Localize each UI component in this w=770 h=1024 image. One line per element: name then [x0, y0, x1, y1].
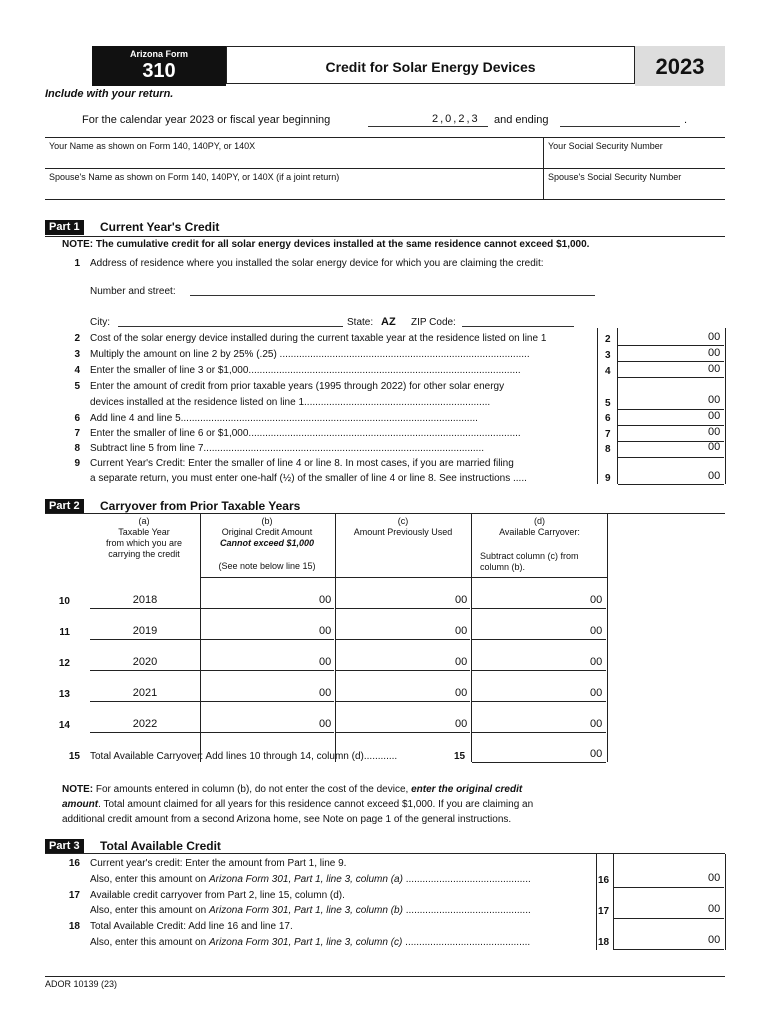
state-value: AZ: [381, 316, 396, 328]
line2-cents: 00: [708, 331, 721, 343]
line9-number: 9: [74, 458, 80, 469]
line4-text: Enter the smaller of line 3 or $1,000..................................................................................................: [90, 365, 521, 376]
col-a-line3: from which you are: [105, 538, 183, 548]
line9-box: 9: [605, 473, 611, 484]
line13-col-c[interactable]: [336, 685, 470, 702]
note-emphasis-1: enter the original credit: [411, 784, 523, 795]
line11-col-c-cents: 00: [455, 625, 468, 637]
zip-input[interactable]: [462, 316, 574, 327]
line15-box: 15: [454, 751, 466, 762]
city-input[interactable]: [118, 316, 343, 327]
part2-note: [62, 782, 622, 827]
line18-ref: Arizona Form 301, Part 1, line 3, column (c): [208, 937, 403, 948]
line12-col-b-cents: 00: [319, 656, 332, 668]
state-label: State:: [347, 317, 374, 328]
street-label: Number and street:: [90, 286, 176, 297]
begin-date-field[interactable]: [368, 114, 488, 127]
col-b-line4: (See note below line 15): [218, 561, 316, 571]
city-label: City:: [90, 317, 110, 328]
col-b-header: [200, 516, 334, 572]
period: .: [684, 114, 688, 126]
line11-col-b[interactable]: [201, 623, 334, 640]
spouse-name-field[interactable]: [45, 169, 542, 198]
line11-number: 11: [59, 627, 70, 638]
col-b-line1: (b): [261, 516, 273, 526]
line8-text: Subtract line 5 from line 7.....................................................................................................: [90, 443, 484, 454]
line8-number: 8: [74, 443, 80, 454]
line12-col-d-cents: 00: [590, 656, 603, 668]
part1-note: NOTE: The cumulative credit for all solar energy devices installed at the same residence cannot exceed $1,000.: [62, 239, 590, 250]
line2-text: Cost of the solar energy device installed during the current taxable year at the residence listed on line 1: [90, 333, 547, 344]
col-c-line2: Amount Previously Used: [353, 527, 453, 537]
col-d-line2: Available Carryover:: [499, 527, 580, 537]
begin-year: 2,0,2,3: [432, 113, 480, 125]
line5-number: 5: [74, 381, 80, 392]
part2-badge: Part 2: [45, 499, 84, 514]
line1-text: Address of residence where you installed the solar energy device for which you are claiming the credit:: [90, 258, 544, 269]
line4-box: 4: [605, 366, 611, 377]
line16-number: 16: [68, 858, 80, 869]
line18-number: 18: [68, 921, 80, 932]
line5-cents: 00: [708, 394, 721, 406]
line18-text-cont: [90, 937, 593, 948]
line17-text-cont: [90, 905, 593, 916]
line17-dots: .............................................: [402, 905, 531, 916]
ssn-field[interactable]: [544, 138, 724, 167]
line15-cents: 00: [590, 748, 603, 760]
line15-text: Total Available Carryover: Add lines 10 through 14, column (d)............: [90, 751, 398, 762]
line14-col-d-cents: 00: [590, 718, 603, 730]
footer-code: ADOR 10139 (23): [45, 979, 118, 989]
line12-year: 2020: [132, 656, 158, 668]
line9-cents: 00: [708, 470, 721, 482]
ssn-label: Your Social Security Number: [548, 141, 663, 151]
line7-cents: 00: [708, 426, 721, 438]
form-title: Credit for Solar Energy Devices: [325, 59, 536, 75]
spouse-ssn-field[interactable]: [544, 169, 724, 198]
line15-amount[interactable]: [472, 747, 606, 763]
spouse-name-label: Spouse's Name as shown on Form 140, 140PY, or 140X (if a joint return): [49, 172, 340, 182]
part3-title: Total Available Credit: [100, 839, 221, 853]
line10-col-c[interactable]: [336, 592, 470, 609]
line18-dots: .............................................: [402, 937, 531, 948]
line16-text: Current year's credit: Enter the amount from Part 1, line 9.: [90, 858, 347, 869]
line3-text: Multiply the amount on line 2 by 25% (.25) ..........................................................................................: [90, 349, 530, 360]
line16-cents: 00: [708, 872, 721, 884]
col-a-header: [90, 516, 198, 560]
note-emphasis-2: amount: [62, 799, 99, 810]
line16-ref: Arizona Form 301, Part 1, line 3, column (a): [208, 874, 403, 885]
line13-col-d-cents: 00: [590, 687, 603, 699]
line6-box: 6: [605, 413, 611, 424]
line2-box: 2: [605, 334, 611, 345]
line5-text: Enter the amount of credit from prior taxable years (1995 through 2022) for other solar energy: [90, 381, 505, 392]
name-field[interactable]: [45, 138, 542, 167]
line11-col-d-cents: 00: [590, 625, 603, 637]
note-text-2: . Total amount claimed for all years for this residence cannot exceed $1,000. If you are claiming an: [98, 799, 534, 810]
line14-col-b-cents: 00: [319, 718, 332, 730]
calendar-text: For the calendar year 2023 or fiscal year beginning: [82, 114, 331, 126]
line7-text: Enter the smaller of line 6 or $1,000..................................................................................................: [90, 428, 521, 439]
line10-year: 2018: [132, 594, 158, 606]
line15-number: 15: [68, 751, 80, 762]
note-text-3: additional credit amount from a second Arizona home, see Note on page 1 of the general instructions.: [62, 814, 512, 825]
line3-box: 3: [605, 350, 611, 361]
form-number-box: [92, 46, 226, 86]
line11-col-d[interactable]: [472, 623, 606, 640]
form-label: Arizona Form: [129, 49, 188, 59]
col-d-line1: (d): [534, 516, 545, 526]
include-note: Include with your return.: [45, 88, 174, 100]
line17-also: Also, enter this amount on: [90, 905, 209, 916]
part1-title: Current Year's Credit: [100, 220, 220, 234]
year-box: [635, 46, 725, 86]
line8-box: 8: [605, 444, 611, 455]
line18-cents: 00: [708, 934, 721, 946]
line16-also: Also, enter this amount on: [90, 874, 209, 885]
line13-col-b[interactable]: [201, 685, 334, 702]
line1-number: 1: [74, 258, 80, 269]
line16-dots: .............................................: [402, 874, 531, 885]
line9-text: Current Year's Credit: Enter the smaller of line 4 or line 8. In most cases, if you are married filing: [90, 458, 514, 469]
line3-number: 3: [74, 349, 80, 360]
line6-text: Add line 4 and line 5...........................................................................................................: [90, 413, 478, 424]
line7-number: 7: [74, 428, 80, 439]
line13-col-c-cents: 00: [455, 687, 468, 699]
line13-number: 13: [58, 689, 70, 700]
line17-number: 17: [68, 890, 80, 901]
line8-cents: 00: [708, 441, 721, 453]
line4-number: 4: [74, 365, 80, 376]
line10-col-b[interactable]: [201, 592, 334, 609]
line13-col-b-cents: 00: [319, 687, 332, 699]
line12-col-c[interactable]: [336, 654, 470, 671]
line18-also: Also, enter this amount on: [90, 937, 209, 948]
line14-number: 14: [58, 720, 70, 731]
line10-number: 10: [58, 596, 70, 607]
col-d-header: [472, 516, 607, 573]
col-a-line2: Taxable Year: [118, 527, 170, 537]
street-input[interactable]: [190, 285, 595, 296]
line12-col-d[interactable]: [472, 654, 606, 671]
line13-year: 2021: [132, 687, 158, 699]
line14-col-c-cents: 00: [455, 718, 468, 730]
col-d-line3: Subtract column (c) from: [480, 551, 579, 561]
line2-number: 2: [74, 333, 80, 344]
name-label: Your Name as shown on Form 140, 140PY, or 140X: [49, 141, 256, 151]
line17-cents: 00: [708, 903, 721, 915]
line10-col-d-cents: 00: [590, 594, 603, 606]
and-ending-text: and ending: [494, 114, 549, 126]
col-a-line4: carrying the credit: [108, 549, 180, 559]
line10-col-b-cents: 00: [319, 594, 332, 606]
line17-box: 17: [598, 906, 610, 917]
col-c-line1: (c): [397, 516, 409, 526]
line5-box: 5: [605, 398, 611, 409]
line12-col-c-cents: 00: [455, 656, 468, 668]
line6-cents: 00: [708, 410, 721, 422]
end-date-field[interactable]: [560, 114, 680, 127]
line18-text: Total Available Credit: Add line 16 and line 17.: [90, 921, 293, 932]
line4-cents: 00: [708, 363, 721, 375]
note-text-1: For amounts entered in column (b), do not enter the cost of the device,: [93, 784, 412, 795]
col-c-header: [336, 516, 470, 538]
note-label: NOTE:: [62, 784, 94, 795]
line18-box: 18: [598, 937, 610, 948]
line14-col-d[interactable]: [472, 716, 606, 733]
line12-col-b[interactable]: [201, 654, 334, 671]
line14-col-c[interactable]: [336, 716, 470, 733]
line9-text-cont: a separate return, you must enter one-half (½) of the smaller of line 4 or line 8. See instructions .....: [90, 473, 527, 484]
col-b-line2: Original Credit Amount: [221, 527, 313, 537]
spouse-ssn-label: Spouse's Social Security Number: [548, 172, 682, 182]
form-number: 310: [142, 60, 176, 82]
line14-year: 2022: [132, 718, 158, 730]
line14-col-b[interactable]: [201, 716, 334, 733]
line10-col-d[interactable]: [472, 592, 606, 609]
line16-text-cont: [90, 874, 593, 885]
line16-box: 16: [598, 875, 610, 886]
line10-col-c-cents: 00: [455, 594, 468, 606]
line5-text-cont: devices installed at the residence listed on line 1...................................................................: [90, 397, 491, 408]
line7-box: 7: [605, 429, 611, 440]
line3-cents: 00: [708, 347, 721, 359]
line13-col-d[interactable]: [472, 685, 606, 702]
line11-col-c[interactable]: [336, 623, 470, 640]
line11-year: 2019: [132, 625, 158, 637]
line11-col-b-cents: 00: [319, 625, 332, 637]
part3-badge: Part 3: [45, 839, 84, 854]
part1-badge: Part 1: [45, 220, 84, 235]
part2-title: Carryover from Prior Taxable Years: [100, 499, 301, 513]
title-box: [226, 46, 635, 84]
line17-ref: Arizona Form 301, Part 1, line 3, column (b): [208, 905, 403, 916]
col-a-line1: (a): [138, 516, 150, 526]
zip-label: ZIP Code:: [411, 317, 456, 328]
tax-year: 2023: [655, 54, 705, 79]
line17-text: Available credit carryover from Part 2, line 15, column (d).: [90, 890, 345, 901]
col-d-line4: column (b).: [480, 562, 526, 572]
line12-number: 12: [58, 658, 70, 669]
line6-number: 6: [74, 413, 80, 424]
col-b-line3: Cannot exceed $1,000: [219, 538, 315, 548]
